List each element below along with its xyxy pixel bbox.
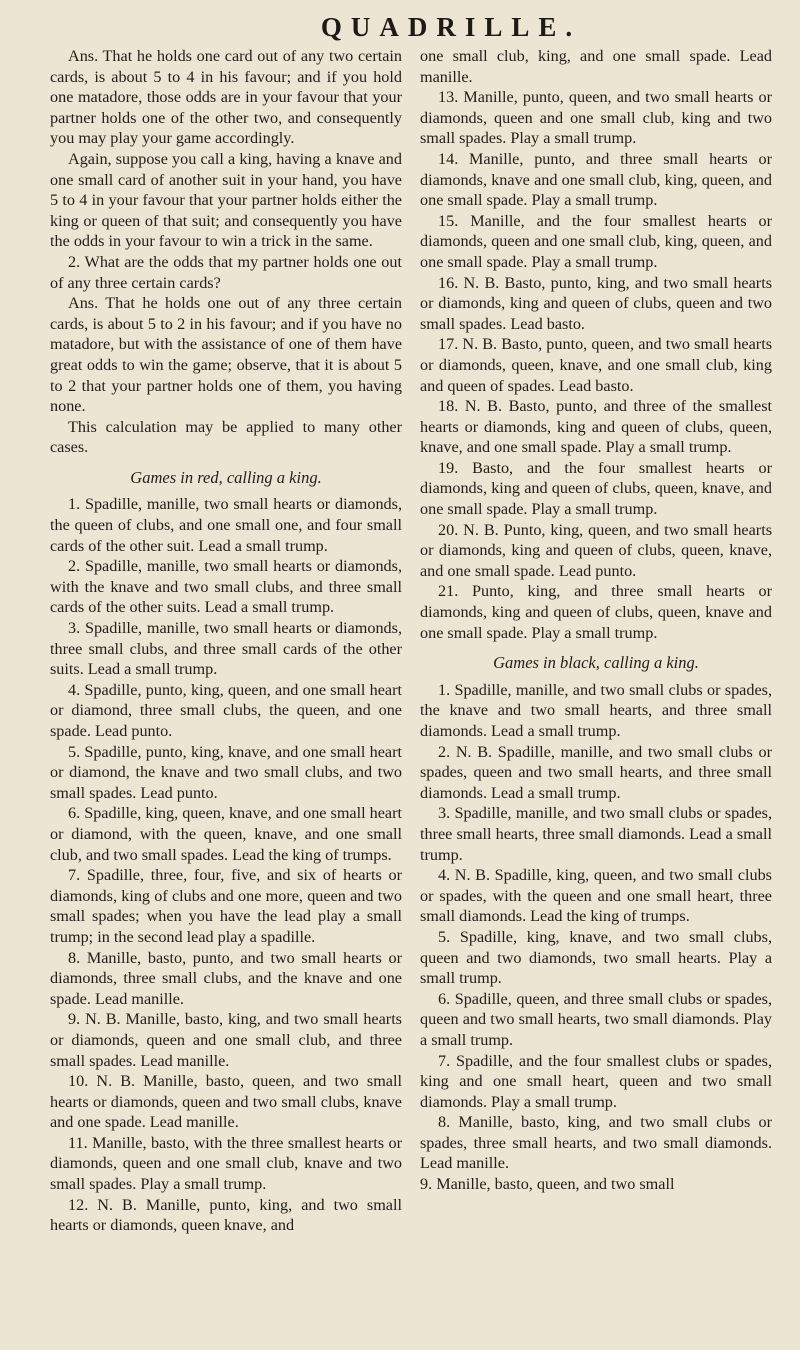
paragraph: 20. N. B. Punto, king, queen, and two small hearts or diamonds, king and queen of clubs, queen, knave, and one small spade. Lead punto.	[420, 520, 772, 580]
paragraph: 5. Spadille, king, knave, and two small clubs, queen and two diamonds, two small hearts. Play a small trump.	[420, 927, 772, 988]
section-heading: Games in black, calling a king.	[493, 653, 699, 673]
paragraph: 8. Manille, basto, king, and two small clubs or spades, three small hearts, and two small diamonds. Lead manille.	[420, 1113, 772, 1173]
paragraph: 1. Spadille, manille, two small hearts or diamonds, the queen of clubs, and one small one, and four small cards of the other suit. Lead a small trump.	[50, 495, 402, 555]
paragraph: 9. N. B. Manille, basto, king, and two small hearts or diamonds, queen and one small club, and three small spades. Lead manille.	[50, 1010, 402, 1070]
paragraph: Ans. That he holds one out of any three certain cards, is about 5 to 2 in his favour; and if you have no matadore, but with the assistance of one of them have great odds to win the game; observe, that it is about 5 to 2 that your partner holds one of them, you having none.	[50, 294, 402, 416]
paragraph: 17. N. B. Basto, punto, queen, and two small hearts or diamonds, queen, knave, and one small club, king and queen of spades. Lead basto.	[420, 335, 772, 395]
paragraph: 19. Basto, and the four smallest hearts or diamonds, king and queen of clubs, queen, knave, and one small spade. Play a small trump.	[420, 458, 772, 519]
paragraph: Ans. That he holds one card out of any two certain cards, is about 5 to 4 in his favour; and if you hold one matadore, those odds are in your favour that your partner holds one of the other two, and consequently you may play your game accordingly.	[50, 47, 402, 148]
paragraph: 7. Spadille, and the four smallest clubs or spades, king and one small heart, queen and two small diamonds. Play a small trump.	[420, 1051, 772, 1111]
paragraph: 15. Manille, and the four smallest hearts or diamonds, queen and one small club, king, queen, and one small spade. Play a small trump.	[420, 211, 772, 271]
paragraph: 4. N. B. Spadille, king, queen, and two small clubs or spades, with the queen and one small heart, three small diamonds. Lead the king of trumps.	[420, 866, 772, 926]
paragraph: 1. Spadille, manille, and two small clubs or spades, the knave and two small hearts, and three small diamonds. Lead a small trump.	[420, 680, 772, 740]
right-column	[420, 46, 772, 1236]
paragraph: 7. Spadille, three, four, five, and six of hearts or diamonds, king of clubs and one more, queen and two small spades; when you have the lead play a small trump; in the second lead play a spadille.	[50, 866, 402, 946]
paragraph: 10. N. B. Manille, basto, queen, and two small hearts or diamonds, queen and two small clubs, knave and one spade. Lead manille.	[50, 1072, 402, 1132]
paragraph: 16. N. B. Basto, punto, king, and two small hearts or diamonds, king and queen of clubs, queen and two small spades. Lead basto.	[420, 273, 772, 333]
paragraph: 6. Spadille, queen, and three small clubs or spades, queen and two small hearts, two small diamonds. Play a small trump.	[420, 989, 772, 1049]
paragraph: 2. Spadille, manille, two small hearts or diamonds, with the knave and two small clubs, and three small cards of the other suits. Lead a small trump.	[50, 557, 402, 617]
paragraph: 4. Spadille, punto, king, queen, and one small heart or diamond, three small clubs, the queen, and one spade. Lead punto.	[50, 680, 402, 740]
left-column	[50, 46, 402, 1236]
running-head: QUADRILLE.	[320, 12, 582, 42]
paragraph: 5. Spadille, punto, king, knave, and one small heart or diamond, the knave and two small clubs, and two small spades. Lead punto.	[50, 742, 402, 802]
paragraph: 2. N. B. Spadille, manille, and two small clubs or spades, queen and two small hearts, and three small diamonds. Lead a small trump.	[420, 742, 772, 802]
paragraph: Again, suppose you call a king, having a knave and one small card of another suit in your hand, you have 5 to 4 in your favour that your partner holds either the king or queen of that suit; and consequently you have the odds in your favour to win a trick in the same.	[50, 149, 402, 251]
paragraph: 8. Manille, basto, punto, and two small hearts or diamonds, three small clubs, and the knave and one spade. Lead manille.	[50, 948, 402, 1008]
paragraph: 3. Spadille, manille, and two small clubs or spades, three small hearts, three small diamonds. Lead a small trump.	[420, 804, 772, 864]
paragraph: 18. N. B. Basto, punto, and three of the smallest hearts or diamonds, king and queen of clubs, queen, knave, and one small spade. Play a small trump.	[420, 397, 772, 457]
paragraph: one small club, king, and one small spade. Lead manille.	[420, 47, 772, 86]
paragraph: 6. Spadille, king, queen, knave, and one small heart or diamond, with the queen, knave, and one small club, and two small spades. Lead the king of trumps.	[50, 804, 403, 864]
section-heading: Games in red, calling a king.	[130, 467, 322, 487]
paragraph: 9. Manille, basto, queen, and two small	[420, 1175, 675, 1194]
paragraph: This calculation may be applied to many other cases.	[50, 417, 402, 457]
paragraph: 3. Spadille, manille, two small hearts or diamonds, three small clubs, and three small cards of the other suits. Lead a small trump.	[50, 619, 402, 679]
paragraph: 12. N. B. Manille, punto, king, and two small hearts or diamonds, queen knave, and	[50, 1195, 402, 1235]
paragraph: 14. Manille, punto, and three small hearts or diamonds, knave and one small club, king, queen, and one small spade. Play a small trump.	[420, 149, 772, 210]
paragraph: 2. What are the odds that my partner holds one out of any three certain cards?	[50, 252, 402, 292]
paragraph: 13. Manille, punto, queen, and two small hearts or diamonds, queen and one small club, king and two small spades. Play a small trump.	[420, 88, 772, 148]
paragraph: 11. Manille, basto, with the three smallest hearts or diamonds, queen and one small club, knave and two small spades. Play a small trump.	[50, 1133, 402, 1194]
text-columns	[50, 46, 772, 1236]
paragraph: 21. Punto, king, and three small hearts or diamonds, king and queen of clubs, queen, knave and one small spade. Play a small trump.	[420, 582, 772, 642]
